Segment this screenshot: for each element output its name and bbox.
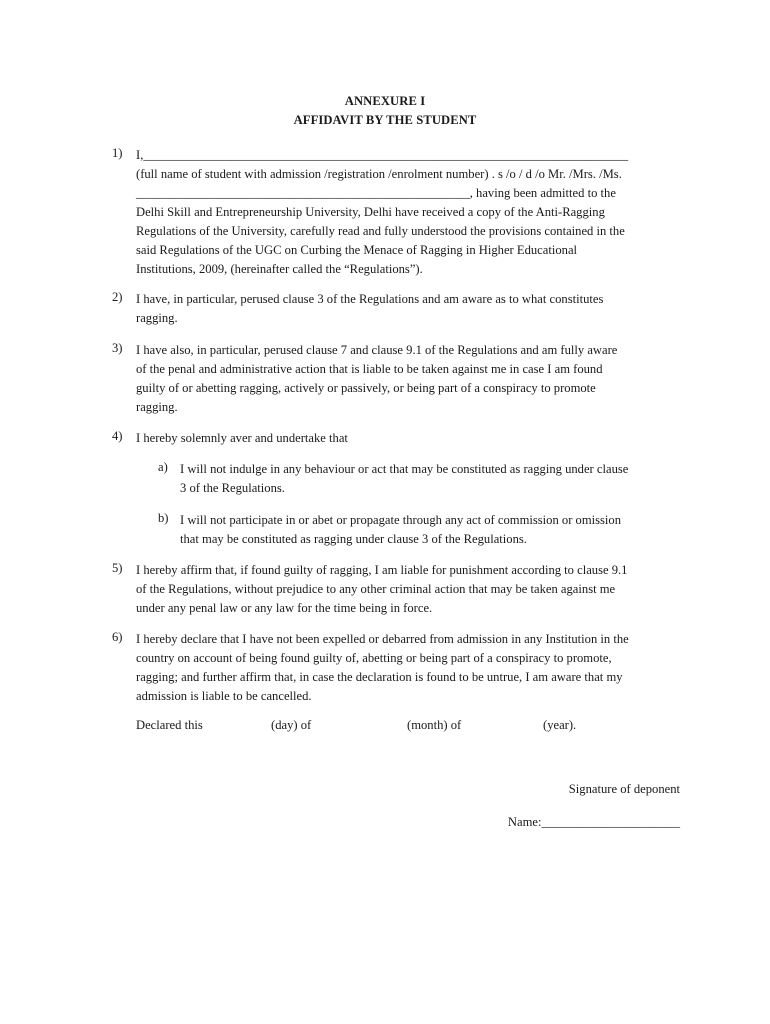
clause-line: _____________________________________________________, having been admitted to the [136,186,616,200]
clause-number: 5) [112,561,123,575]
clause-line: of the penal and administrative action that is liable to be taken against me in case I am found [136,362,603,376]
clause-line: admission is liable to be cancelled. [136,689,312,703]
clause-line: I have, in particular, perused clause 3 of the Regulations and am aware as to what constitutes [136,292,604,306]
clause-line: Institutions, 2009, (hereinafter called the “Regulations”). [136,262,423,276]
clause-text [136,341,684,417]
subclause-letter: a) [158,460,168,474]
declared-this-label: Declared this [136,718,203,732]
signature-label: Signature of deponent [568,782,680,796]
clause-text [136,146,684,279]
clause-text [136,561,684,618]
clause-number: 4) [112,429,123,443]
clause-text [136,290,684,328]
month-label: (month) of [407,718,462,732]
subclause-line: I will not participate in or abet or propagate through any act of commission or omission [180,513,622,527]
clause-line: I hereby affirm that, if found guilty of ragging, I am liable for punishment according to clause 9.1 [136,563,628,577]
affidavit-title: AFFIDAVIT BY THE STUDENT [293,113,477,127]
clause-line: Delhi Skill and Entrepreneurship University, Delhi have received a copy of the Anti-Ragging [136,205,605,219]
clause-line: said Regulations of the UGC on Curbing the Menace of Ragging in Higher Educational [136,243,578,257]
clause-line: I hereby declare that I have not been expelled or debarred from admission in any Institution in the [136,632,629,646]
clause-line: under any penal law or any law for the time being in force. [136,601,433,615]
clause-line: of the Regulations, without prejudice to any other criminal action that may be taken against me [136,582,616,596]
subclause-text [180,511,680,549]
subclause-letter: b) [158,511,169,525]
clause-line: ragging; and further affirm that, in case the declaration is found to be untrue, I am aware that my [136,670,623,684]
year-label: (year). [543,718,577,732]
clause-line: I have also, in particular, perused clause 7 and clause 9.1 of the Regulations and am fully aware [136,343,618,357]
name-field: Name:______________________ [507,815,680,829]
subclause-text [180,460,680,498]
clause-text [136,429,684,448]
day-label: (day) of [271,718,312,732]
clause-line: I,_____________________________________________________________________________ [136,148,629,162]
clause-number: 3) [112,341,123,355]
subclause-line: that may be constituted as ragging under clause 3 of the Regulations. [180,532,527,546]
clause-line: ragging. [136,400,178,414]
clause-line: ragging. [136,311,178,325]
annexure-heading: ANNEXURE I [344,94,426,108]
subclause-line: I will not indulge in any behaviour or act that may be constituted as ragging under clause [180,462,629,476]
clause-line: Regulations of the University, carefully read and fully understood the provisions contained in the [136,224,625,238]
clause-line: guilty of or abetting ragging, actively or passively, or being part of a conspiracy to promote [136,381,596,395]
clause-line: I hereby solemnly aver and undertake that [136,431,348,445]
clause-line: (full name of student with admission /registration /enrolment number) . s /o / d /o Mr. /Mrs. /Ms. [136,167,622,181]
clause-number: 6) [112,630,123,644]
subclause-line: 3 of the Regulations. [180,481,285,495]
clause-line: country on account of being found guilty of, abetting or being part of a conspiracy to promote, [136,651,612,665]
clause-number: 2) [112,290,123,304]
clause-text [136,630,684,706]
clause-number: 1) [112,146,123,160]
